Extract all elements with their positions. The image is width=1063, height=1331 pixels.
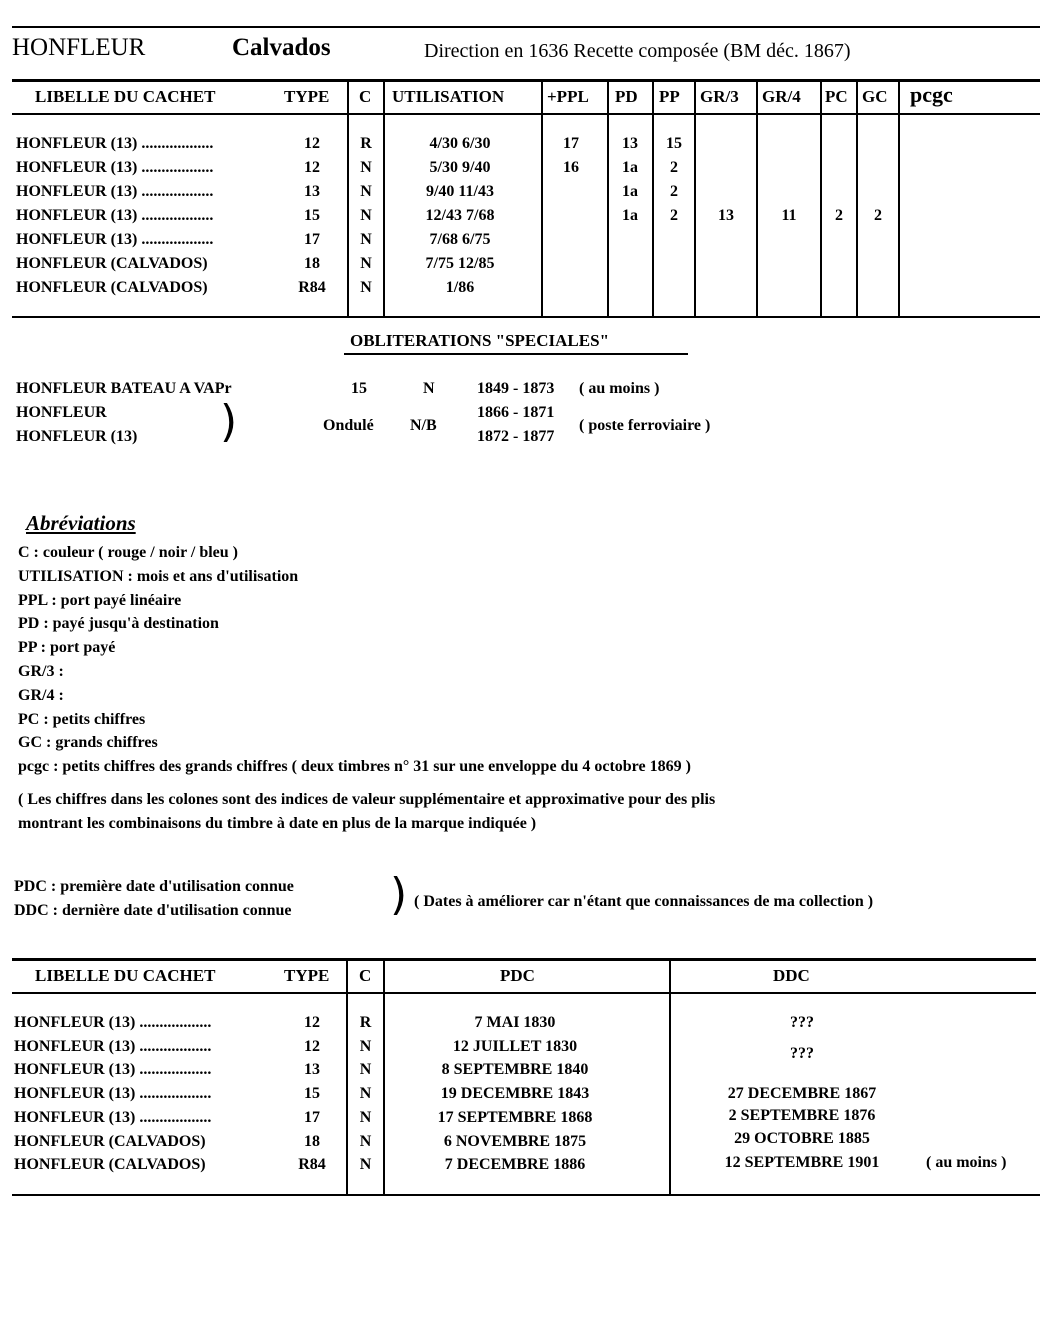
t2-header-libelle: LIBELLE DU CACHET	[35, 966, 216, 985]
libelle-cell: HONFLEUR (CALVADOS)	[14, 1156, 206, 1173]
pdc-cell: 17 SEPTEMBRE 1868	[437, 1109, 593, 1126]
type-cell: R84	[298, 279, 326, 296]
pdc-cell: 8 SEPTEMBRE 1840	[441, 1061, 589, 1078]
page-title: HONFLEUR	[12, 34, 146, 61]
type-cell: 13	[304, 183, 320, 200]
col-header-pcgc: pcgc	[910, 82, 953, 107]
ppl-cell: 16	[563, 159, 579, 176]
pdc-cell: 19 DECEMBRE 1843	[440, 1085, 590, 1102]
pp-cell: 2	[670, 207, 678, 224]
table1-col-sep	[694, 79, 696, 318]
special-ondule: Ondulé	[323, 417, 374, 434]
type-cell: 17	[304, 231, 320, 248]
pdc-cell: 12 JUILLET 1830	[452, 1038, 578, 1055]
special-row1-type: 15	[351, 380, 367, 397]
table2-bottom-rule	[12, 1194, 1040, 1196]
pdc-cell: 7 MAI 1830	[474, 1014, 556, 1031]
direction-note: Direction en 1636 Recette composée (BM déc. 1867)	[424, 40, 851, 62]
c-cell: N	[359, 1109, 372, 1126]
libelle-cell: HONFLEUR (13) ..................	[16, 231, 214, 248]
col-header-ppl: +PPL	[547, 87, 589, 106]
right-brace-icon: )	[390, 869, 408, 920]
special-row1-name: HONFLEUR BATEAU A VAPr	[16, 380, 232, 397]
table2-col-sep	[383, 958, 385, 1196]
right-brace-icon: )	[220, 396, 238, 447]
abbreviation-line: PPL : port payé linéaire	[18, 591, 182, 609]
abbreviation-line: PC : petits chiffres	[18, 710, 146, 728]
abbreviation-line: GC : grands chiffres	[18, 734, 158, 752]
table1-bottom-rule	[12, 316, 1040, 318]
col-header-libelle: LIBELLE DU CACHET	[35, 87, 216, 106]
pp-cell: 2	[670, 183, 678, 200]
t2-header-pdc: PDC	[500, 966, 535, 985]
special-note2: ( poste ferroviaire )	[579, 417, 711, 434]
col-header-gc: GC	[862, 87, 888, 106]
libelle-cell: HONFLEUR (CALVADOS)	[14, 1133, 206, 1150]
pp-cell: 2	[670, 159, 678, 176]
table1-col-sep	[820, 79, 822, 318]
table2-header-rule	[12, 992, 1036, 994]
type-cell: 12	[304, 1038, 320, 1055]
t2-header-type: TYPE	[284, 966, 330, 985]
ddc-cell: 27 DECEMBRE 1867	[727, 1085, 877, 1102]
table1-col-sep	[756, 79, 758, 318]
dates-legend-note: ( Dates à améliorer car n'étant que connaissances de ma collection )	[414, 893, 874, 910]
special-row3-name: HONFLEUR (13)	[16, 428, 138, 445]
ddc-legend: DDC : dernière date d'utilisation connue	[14, 902, 292, 919]
type-cell: 12	[304, 159, 320, 176]
type-cell: 12	[304, 135, 320, 152]
c-cell: N	[360, 159, 372, 176]
abbreviation-line: GR/3 :	[18, 663, 64, 680]
col-header-gr4: GR/4	[762, 87, 801, 106]
pd-cell: 13	[622, 135, 638, 152]
col-header-c: C	[359, 87, 372, 106]
abbreviation-line: GR/4 :	[18, 686, 64, 704]
pdc-cell: 6 NOVEMBRE 1875	[443, 1133, 587, 1150]
ddc-cell: 2 SEPTEMBRE 1876	[728, 1107, 876, 1124]
abbreviation-line: pcgc : petits chiffres des grands chiffres ( deux timbres n° 31 sur une enveloppe du 4 octobre 1869 )	[18, 758, 691, 776]
libelle-cell: HONFLEUR (CALVADOS)	[16, 279, 208, 296]
ddc-cell: ???	[790, 1014, 814, 1031]
gr4-cell: 11	[781, 207, 797, 224]
libelle-cell: HONFLEUR (13) ..................	[16, 135, 214, 152]
libelle-cell: HONFLEUR (13) ..................	[14, 1085, 212, 1102]
special-row2-dates: 1866 - 1871	[477, 404, 555, 421]
special-row1-note: ( au moins )	[579, 380, 660, 397]
c-cell: N	[360, 183, 372, 200]
abbreviations-title: Abréviations	[26, 511, 136, 535]
special-nb: N/B	[410, 417, 437, 434]
abbreviation-line: UTILISATION : mois et ans d'utilisation	[18, 567, 299, 585]
abbreviations-note-line1: ( Les chiffres dans les colones sont des indices de valeur supplémentaire et approximative pour des plis	[18, 791, 716, 808]
special-title-underline	[344, 353, 688, 355]
utilisation-cell: 9/40 11/43	[425, 183, 494, 200]
t2-last-note: ( au moins )	[926, 1154, 1007, 1171]
col-header-type: TYPE	[284, 87, 330, 106]
libelle-cell: HONFLEUR (13) ..................	[14, 1014, 212, 1031]
c-cell: N	[359, 1133, 372, 1150]
c-cell: N	[360, 207, 372, 224]
table1-col-sep	[541, 79, 543, 318]
c-cell: N	[360, 255, 372, 272]
table2-col-sep	[669, 958, 671, 1196]
special-row2-name: HONFLEUR	[16, 404, 107, 421]
ddc-cell: ???	[790, 1045, 814, 1062]
libelle-cell: HONFLEUR (13) ..................	[16, 207, 214, 224]
utilisation-cell: 5/30 9/40	[429, 159, 491, 176]
utilisation-cell: 12/43 7/68	[425, 207, 495, 224]
libelle-cell: HONFLEUR (13) ..................	[16, 159, 214, 176]
pdc-cell: 7 DECEMBRE 1886	[444, 1156, 586, 1173]
pc-cell: 2	[835, 207, 843, 224]
c-cell: N	[359, 1156, 372, 1173]
col-header-pc: PC	[825, 87, 848, 106]
c-cell: N	[359, 1038, 372, 1055]
special-title: OBLITERATIONS "SPECIALES"	[350, 331, 610, 350]
col-header-gr3: GR/3	[700, 87, 739, 106]
type-cell: 18	[304, 255, 320, 272]
ddc-cell: 29 OCTOBRE 1885	[734, 1130, 870, 1147]
pd-cell: 1a	[622, 159, 638, 176]
top-rule	[12, 26, 1040, 28]
col-header-utilisation: UTILISATION	[392, 87, 505, 106]
type-cell: 17	[304, 1109, 320, 1126]
special-row1-dates: 1849 - 1873	[477, 380, 555, 397]
c-cell: N	[359, 1085, 372, 1102]
t2-header-ddc: DDC	[773, 966, 810, 985]
special-row3-dates: 1872 - 1877	[477, 428, 555, 445]
gc-cell: 2	[874, 207, 882, 224]
type-cell: R84	[298, 1156, 326, 1173]
pd-cell: 1a	[622, 183, 638, 200]
abbreviation-line: PP : port payé	[18, 639, 116, 657]
libelle-cell: HONFLEUR (13) ..................	[16, 183, 214, 200]
c-cell: N	[360, 279, 372, 296]
c-cell: R	[360, 135, 372, 152]
department-name: Calvados	[232, 34, 331, 61]
c-cell: N	[359, 1061, 372, 1078]
utilisation-cell: 4/30 6/30	[429, 135, 491, 152]
col-header-pp: PP	[659, 87, 680, 106]
utilisation-cell: 7/75 12/85	[425, 255, 495, 272]
t2-header-c: C	[359, 966, 372, 985]
libelle-cell: HONFLEUR (13) ..................	[14, 1109, 212, 1126]
type-cell: 18	[304, 1133, 320, 1150]
c-cell: R	[359, 1014, 372, 1031]
utilisation-cell: 1/86	[445, 279, 475, 296]
table2-top-rule	[12, 958, 1036, 961]
libelle-cell: HONFLEUR (13) ..................	[14, 1038, 212, 1055]
libelle-cell: HONFLEUR (CALVADOS)	[16, 255, 208, 272]
gr3-cell: 13	[718, 207, 734, 224]
pd-cell: 1a	[622, 207, 638, 224]
ddc-cell: 12 SEPTEMBRE 1901	[724, 1154, 880, 1171]
abbreviation-line: C : couleur ( rouge / noir / bleu )	[18, 544, 238, 561]
type-cell: 12	[304, 1014, 320, 1031]
special-row1-c: N	[423, 380, 435, 397]
type-cell: 15	[304, 1085, 320, 1102]
ppl-cell: 17	[563, 135, 579, 152]
pp-cell: 15	[666, 135, 682, 152]
c-cell: N	[360, 231, 372, 248]
table1-col-sep	[898, 79, 900, 318]
table1-col-sep	[856, 79, 858, 318]
type-cell: 13	[304, 1061, 320, 1078]
table1-top-rule	[12, 79, 1040, 82]
utilisation-cell: 7/68 6/75	[429, 231, 491, 248]
abbreviation-line: PD : payé jusqu'à destination	[18, 615, 219, 633]
type-cell: 15	[304, 207, 320, 224]
col-header-pd: PD	[615, 87, 638, 106]
libelle-cell: HONFLEUR (13) ..................	[14, 1061, 212, 1078]
pdc-legend: PDC : première date d'utilisation connue	[14, 878, 294, 895]
table1-header-rule	[12, 113, 1040, 115]
abbreviations-note-line2: montrant les combinaisons du timbre à date en plus de la marque indiquée )	[18, 815, 537, 832]
